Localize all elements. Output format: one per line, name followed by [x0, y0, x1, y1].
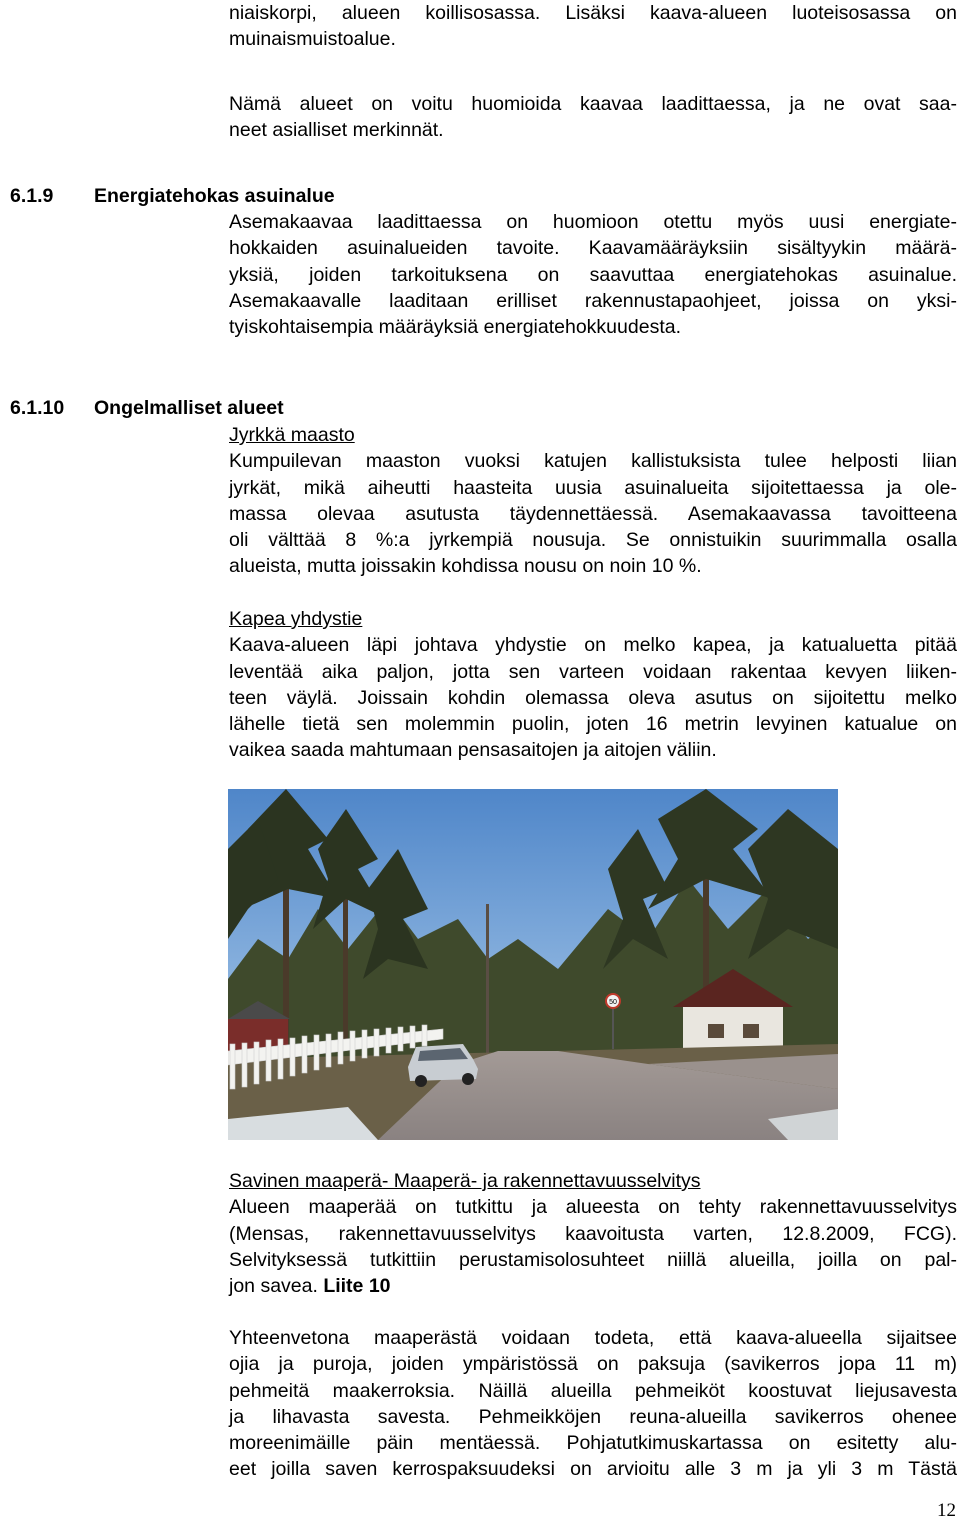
- text-line: Asemakaavalle laaditaan erilliset rakennustapaohjeet, joissa on yksi-: [229, 289, 957, 312]
- text-line: jyrkät, mikä aiheutti haasteita uusia asuinalueita sijoitettaessa ja ole-: [229, 476, 957, 499]
- text-line: muinaismuistoalue.: [229, 28, 396, 51]
- text-fragment: jon savea.: [229, 1275, 324, 1298]
- subsection-kapea-yhdystie: [229, 606, 957, 764]
- text-line: oli välttää 8 %:a jyrkempiä nousuja. Se onnistuikin suurimmalla osalla: [229, 529, 957, 552]
- text-line: vaikea saada mahtumaan pensasaitojen ja aitojen väliin.: [229, 739, 717, 762]
- text-line: Kaava-alueen läpi johtava yhdystie on melko kapea, ja katualuetta pitää: [229, 634, 957, 657]
- text-line: Asemakaavaa laadittaessa on huomioon otettu myös uusi energiate-: [229, 211, 957, 233]
- text-line: neet asialliset merkinnät.: [229, 119, 444, 142]
- text-line: leventää aika paljon, jotta sen varteen voidaan rakentaa kevyen liiken-: [229, 660, 957, 683]
- text-line: niaiskorpi, alueen koillisosassa. Lisäksi kaava-alueen luoteisosassa on: [229, 2, 957, 24]
- subsection-jyrkka-maasto: [229, 422, 957, 580]
- section-title: Energiatehokas asuinalue: [94, 185, 335, 207]
- subsection-heading: Savinen maaperä- Maaperä- ja rakennettavuusselvitys: [229, 1170, 701, 1192]
- summary-paragraph: [229, 1325, 957, 1483]
- section-heading-6-1-10: [10, 395, 284, 421]
- text-line: massa olevaa asutusta täydennettäessä. Asemakaavassa tavoitteena: [229, 502, 957, 525]
- section-6-1-9-body: [229, 209, 957, 340]
- text-line: lähelle tietä sen molemmin puolin, joten 16 metrin levyinen katualue on: [229, 713, 957, 736]
- road-photo: [228, 789, 838, 1140]
- subsection-savinen-maapera: [229, 1168, 957, 1299]
- text-line: ja lihavasta savesta. Pehmeikköjen reuna-alueilla savikerros ohenee: [229, 1405, 957, 1428]
- lamp-post: [486, 904, 489, 1054]
- text-line: Nämä alueet on voitu huomioida kaavaa laadittaessa, ja ne ovat saa-: [229, 93, 957, 115]
- section-heading-6-1-9: [10, 183, 335, 209]
- text-line: ojia ja puroja, joiden ympäristössä on paksuja (savikerros jopa 11 m): [229, 1353, 957, 1376]
- text-line: tyiskohtaisempia määräyksiä energiatehokkuudesta.: [229, 316, 681, 339]
- subsection-heading: Kapea yhdystie: [229, 608, 363, 630]
- text-line: alueista, mutta joissakin kohdissa nousu on noin 10 %.: [229, 555, 702, 578]
- section-title: Ongelmalliset alueet: [94, 397, 284, 419]
- text-line: Alueen maaperää on tutkittu ja alueesta on tehty rakennettavuusselvitys: [229, 1196, 957, 1219]
- text-line: (Mensas, rakennettavuusselvitys kaavoitusta varten, 12.8.2009, FCG).: [229, 1222, 957, 1245]
- text-line: Selvityksessä tutkittiin perustamisolosuhteet niillä alueilla, joilla on pal-: [229, 1248, 957, 1271]
- section-number: 6.1.10: [10, 397, 65, 419]
- text-line: Kumpuilevan maaston vuoksi katujen kallistuksista tulee helposti liian: [229, 450, 957, 473]
- section-number: 6.1.9: [10, 185, 54, 207]
- text-line: Yhteenvetona maaperästä voidaan todeta, että kaava-alueella sijaitsee: [229, 1327, 957, 1349]
- paragraph: [229, 91, 957, 144]
- text-line: eet joilla saven kerrospaksuudeksi on arvioitu alle 3 m ja yli 3 m Tästä: [229, 1458, 957, 1481]
- svg-text:50: 50: [609, 999, 617, 1006]
- page-number: 12: [937, 1500, 956, 1521]
- subsection-heading: Jyrkkä maasto: [229, 424, 355, 446]
- text-line: hokkaiden asuinalueiden tavoite. Kaavamääräyksiin sisältyykin määrä-: [229, 237, 957, 260]
- text-line: moreenimäille päin mentäessä. Pohjatutkimuskartassa on esitetty alu-: [229, 1432, 957, 1455]
- text-line: teen väylä. Joissain kohdin olemassa oleva asutus on sijoitettu melko: [229, 686, 957, 709]
- text-line: pehmeitä maakerroksia. Näillä alueilla pehmeiköt koostuvat liejusavesta: [229, 1379, 957, 1402]
- appendix-reference: Liite 10: [323, 1275, 391, 1298]
- intro-paragraph: [229, 0, 957, 53]
- text-line: yksiä, joiden tarkoituksena on saavuttaa energiatehokas asuinalue.: [229, 263, 957, 286]
- text-line: [229, 1273, 957, 1299]
